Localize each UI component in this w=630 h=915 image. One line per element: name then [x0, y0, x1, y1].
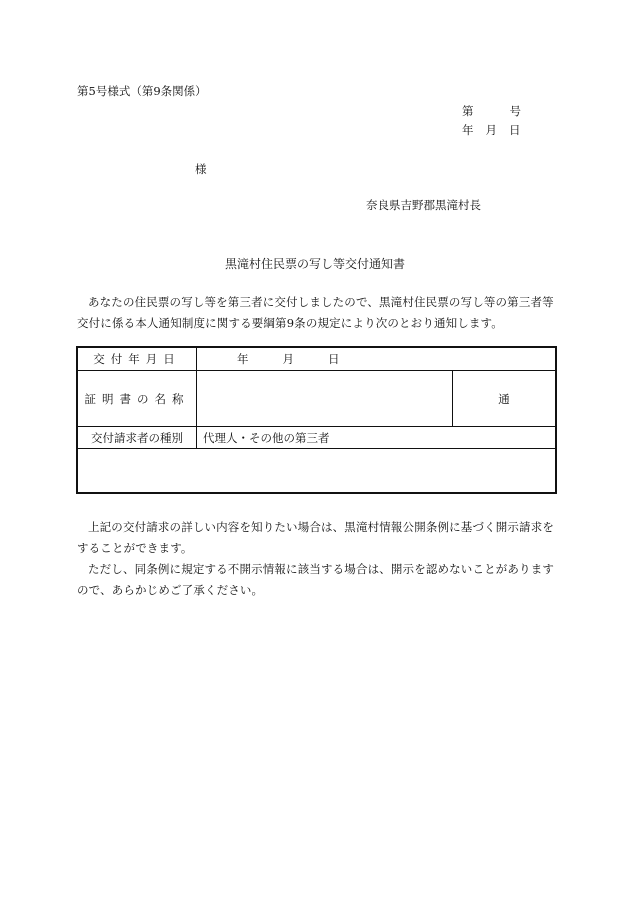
note-cell — [77, 449, 556, 494]
date-month: 月 — [282, 352, 294, 366]
form-number-label: 第5号様式（第9条関係） — [77, 84, 207, 98]
document-number-prefix: 第 — [462, 104, 474, 118]
date-header: 交付年月日 — [77, 347, 197, 371]
issue-date — [462, 122, 521, 138]
addressee-suffix: 様 — [195, 162, 207, 176]
note-paragraph-1: 上記の交付請求の詳しい内容を知りたい場合は、黒滝村情報公開条例に基づく開示請求をすることができます。 — [77, 520, 554, 555]
requester-header: 交付請求者の種別 — [77, 427, 197, 449]
table-row — [77, 371, 556, 427]
sender-name: 奈良県吉野郡黒滝村長 — [366, 198, 481, 212]
issue-date-year: 年 — [462, 123, 474, 137]
requester-type: 代理人・その他の第三者 — [197, 427, 557, 449]
note-paragraph-2: ただし、同条例に規定する不開示情報に該当する場合は、開示を認めないことがありますので、あらかじめご了承ください。 — [77, 562, 554, 597]
table-row — [77, 427, 556, 449]
certificate-name-cell — [197, 371, 453, 427]
certificate-count-unit: 通 — [453, 371, 557, 427]
issuance-table — [76, 346, 557, 494]
table-row — [77, 347, 556, 371]
issue-date-day: 日 — [509, 123, 521, 137]
certificate-header: 証明書の名称 — [77, 371, 197, 427]
date-value — [197, 347, 557, 371]
intro-paragraph: あなたの住民票の写し等を第三者に交付しましたので、黒滝村住民票の写し等の第三者等交付に係る本人通知制度に関する要綱第9条の規定により次のとおり通知します。 — [77, 295, 554, 330]
table-row — [77, 449, 556, 494]
document-title: 黒滝村住民票の写し等交付通知書 — [224, 257, 405, 271]
notes-section — [77, 517, 559, 601]
document-number — [462, 103, 521, 119]
date-day: 日 — [328, 352, 340, 366]
issue-date-month: 月 — [485, 123, 497, 137]
date-year: 年 — [237, 352, 249, 366]
document-number-suffix: 号 — [509, 104, 521, 118]
